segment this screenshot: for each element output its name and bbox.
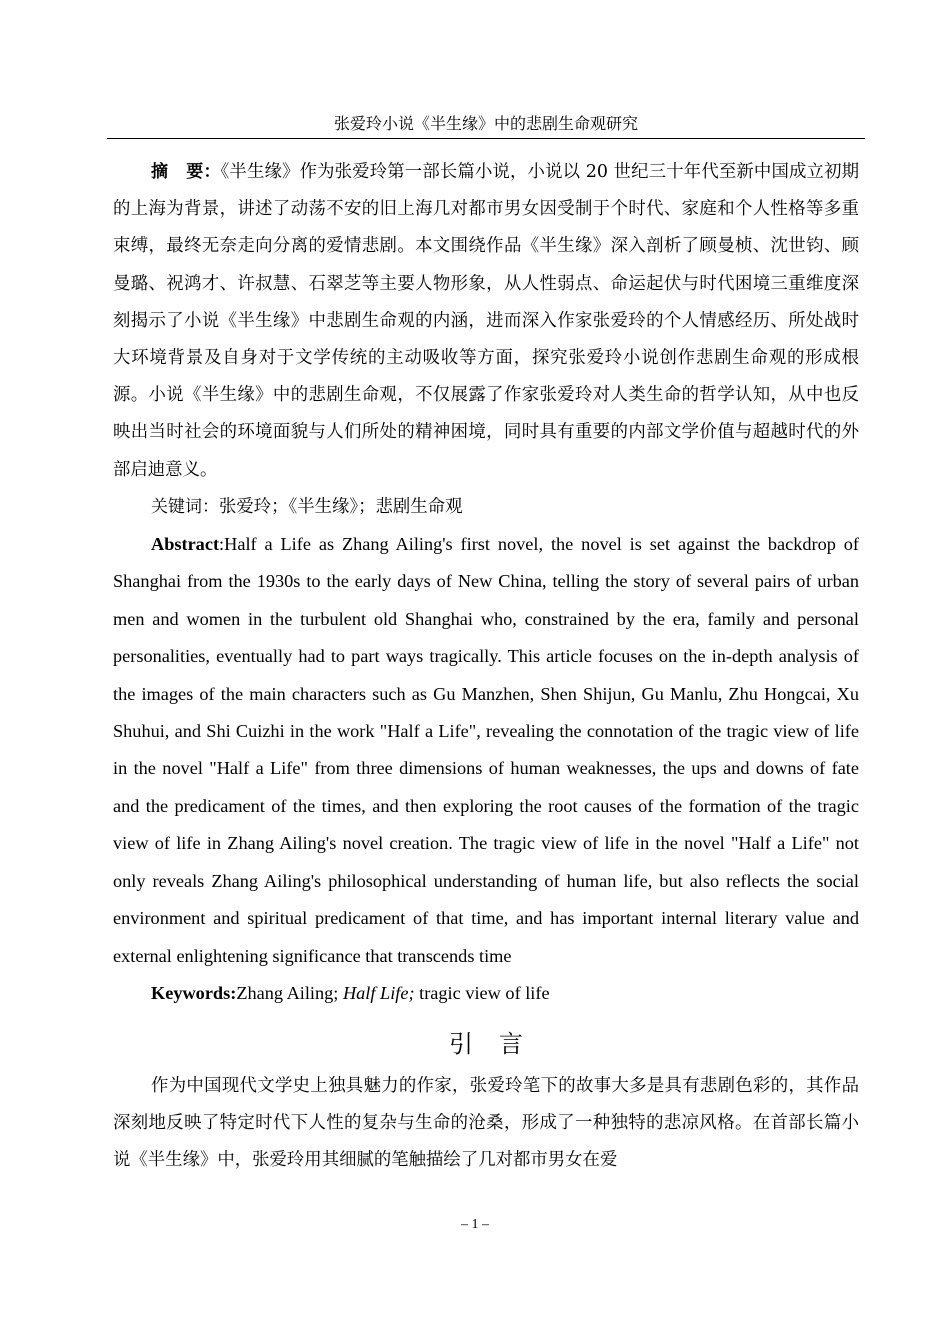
- intro-paragraph: 作为中国现代文学史上独具魅力的作家，张爱玲笔下的故事大多是具有悲剧色彩的，其作品深刻地反映了特定时代下人性的复杂与生命的沧桑，形成了一种独特的悲凉风格。在首部长篇小说《半生缘》中，张爱玲用其细腻的笔触描绘了几对都市男女在爱: [113, 1075, 859, 1171]
- keywords-en-label: Keywords:: [151, 982, 237, 1003]
- section-title-part1: 引: [449, 1029, 473, 1058]
- keywords-zh-label: 关键词：: [151, 496, 219, 517]
- keywords-en-item3: tragic view of life: [414, 982, 550, 1003]
- abstract-zh-paragraph: [113, 154, 859, 489]
- abstract-zh-text: 《半生缘》作为张爱玲第一部长篇小说，小说以 20 世纪三十年代至新中国成立初期的上海为背景，讲述了动荡不安的旧上海几对都市男女因受制于个时代、家庭和个人性格等多重束缚，最终无奈走向分离的爱情悲剧。本文围绕作品《半生缘》深入剖析了顾曼桢、沈世钧、顾曼璐、祝鸿才、许叔慧、石翠芝等主要人物形象，从人性弱点、命运起伏与时代困境三重维度深刻揭示了小说《半生缘》中悲剧生命观的内涵，进而深入作家张爱玲的个人情感经历、所处战时大环境背景及自身对于文学传统的主动吸收等方面，探究张爱玲小说创作悲剧生命观的形成根源。小说《半生缘》中的悲剧生命观，不仅展露了作家张爱玲对人类生命的哲学认知，从中也反映出当时社会的环境面貌与人们所处的精神困境，同时具有重要的内部文学价值与超越时代的外部启迪意义。: [113, 162, 859, 480]
- page-body: [113, 154, 859, 1180]
- abstract-zh-label-part1: 摘: [151, 162, 169, 182]
- section-title-part2: 言: [499, 1029, 523, 1058]
- keywords-en-paragraph: [113, 975, 859, 1012]
- abstract-zh-label: [151, 162, 221, 182]
- running-header: 张爱玲小说《半生缘》中的悲剧生命观研究: [333, 114, 638, 133]
- abstract-en-label: Abstract: [151, 534, 220, 555]
- page-number: – 1 –: [461, 1217, 489, 1232]
- keywords-zh-paragraph: [113, 489, 859, 526]
- section-title-intro: [113, 1022, 859, 1066]
- keywords-en-item2: Half Life;: [342, 982, 415, 1003]
- header-rule: [107, 138, 865, 139]
- abstract-zh-label-part2: 要：: [186, 162, 221, 182]
- abstract-en-paragraph: [113, 526, 859, 975]
- abstract-en-separator: :: [219, 534, 225, 555]
- keywords-zh-text: 张爱玲；《半生缘》；悲剧生命观: [219, 496, 463, 517]
- abstract-en-text: Half a Life as Zhang Ailing's first novel, the novel is set against the backdrop of Shanghai from the 1930s to the early days of New China, telling the story of several pairs of urban men and women in the turbulent old Shanghai who, constrained by the era, family and personal personalities, eventually had to part ways tragically. This article focuses on the in-depth analysis of the images of the main characters such as Gu Manzhen, Shen Shijun, Gu Manlu, Zhu Hongcai, Xu Shuhui, and Shi Cuizhi in the work "Half a Life", revealing the connotation of the tragic view of life in the novel "Half a Life" from three dimensions of human weaknesses, the ups and downs of fate and the predicament of the times, and then exploring the root causes of the formation of the tragic view of life in Zhang Ailing's novel creation. The tragic view of life in the novel "Half a Life" not only reveals Zhang Ailing's philosophical understanding of human life, but also reflects the social environment and spiritual predicament of that time, and has important internal literary value and external enlightening significance that transcends time: [113, 534, 859, 966]
- keywords-en-item1: Zhang Ailing;: [236, 982, 343, 1003]
